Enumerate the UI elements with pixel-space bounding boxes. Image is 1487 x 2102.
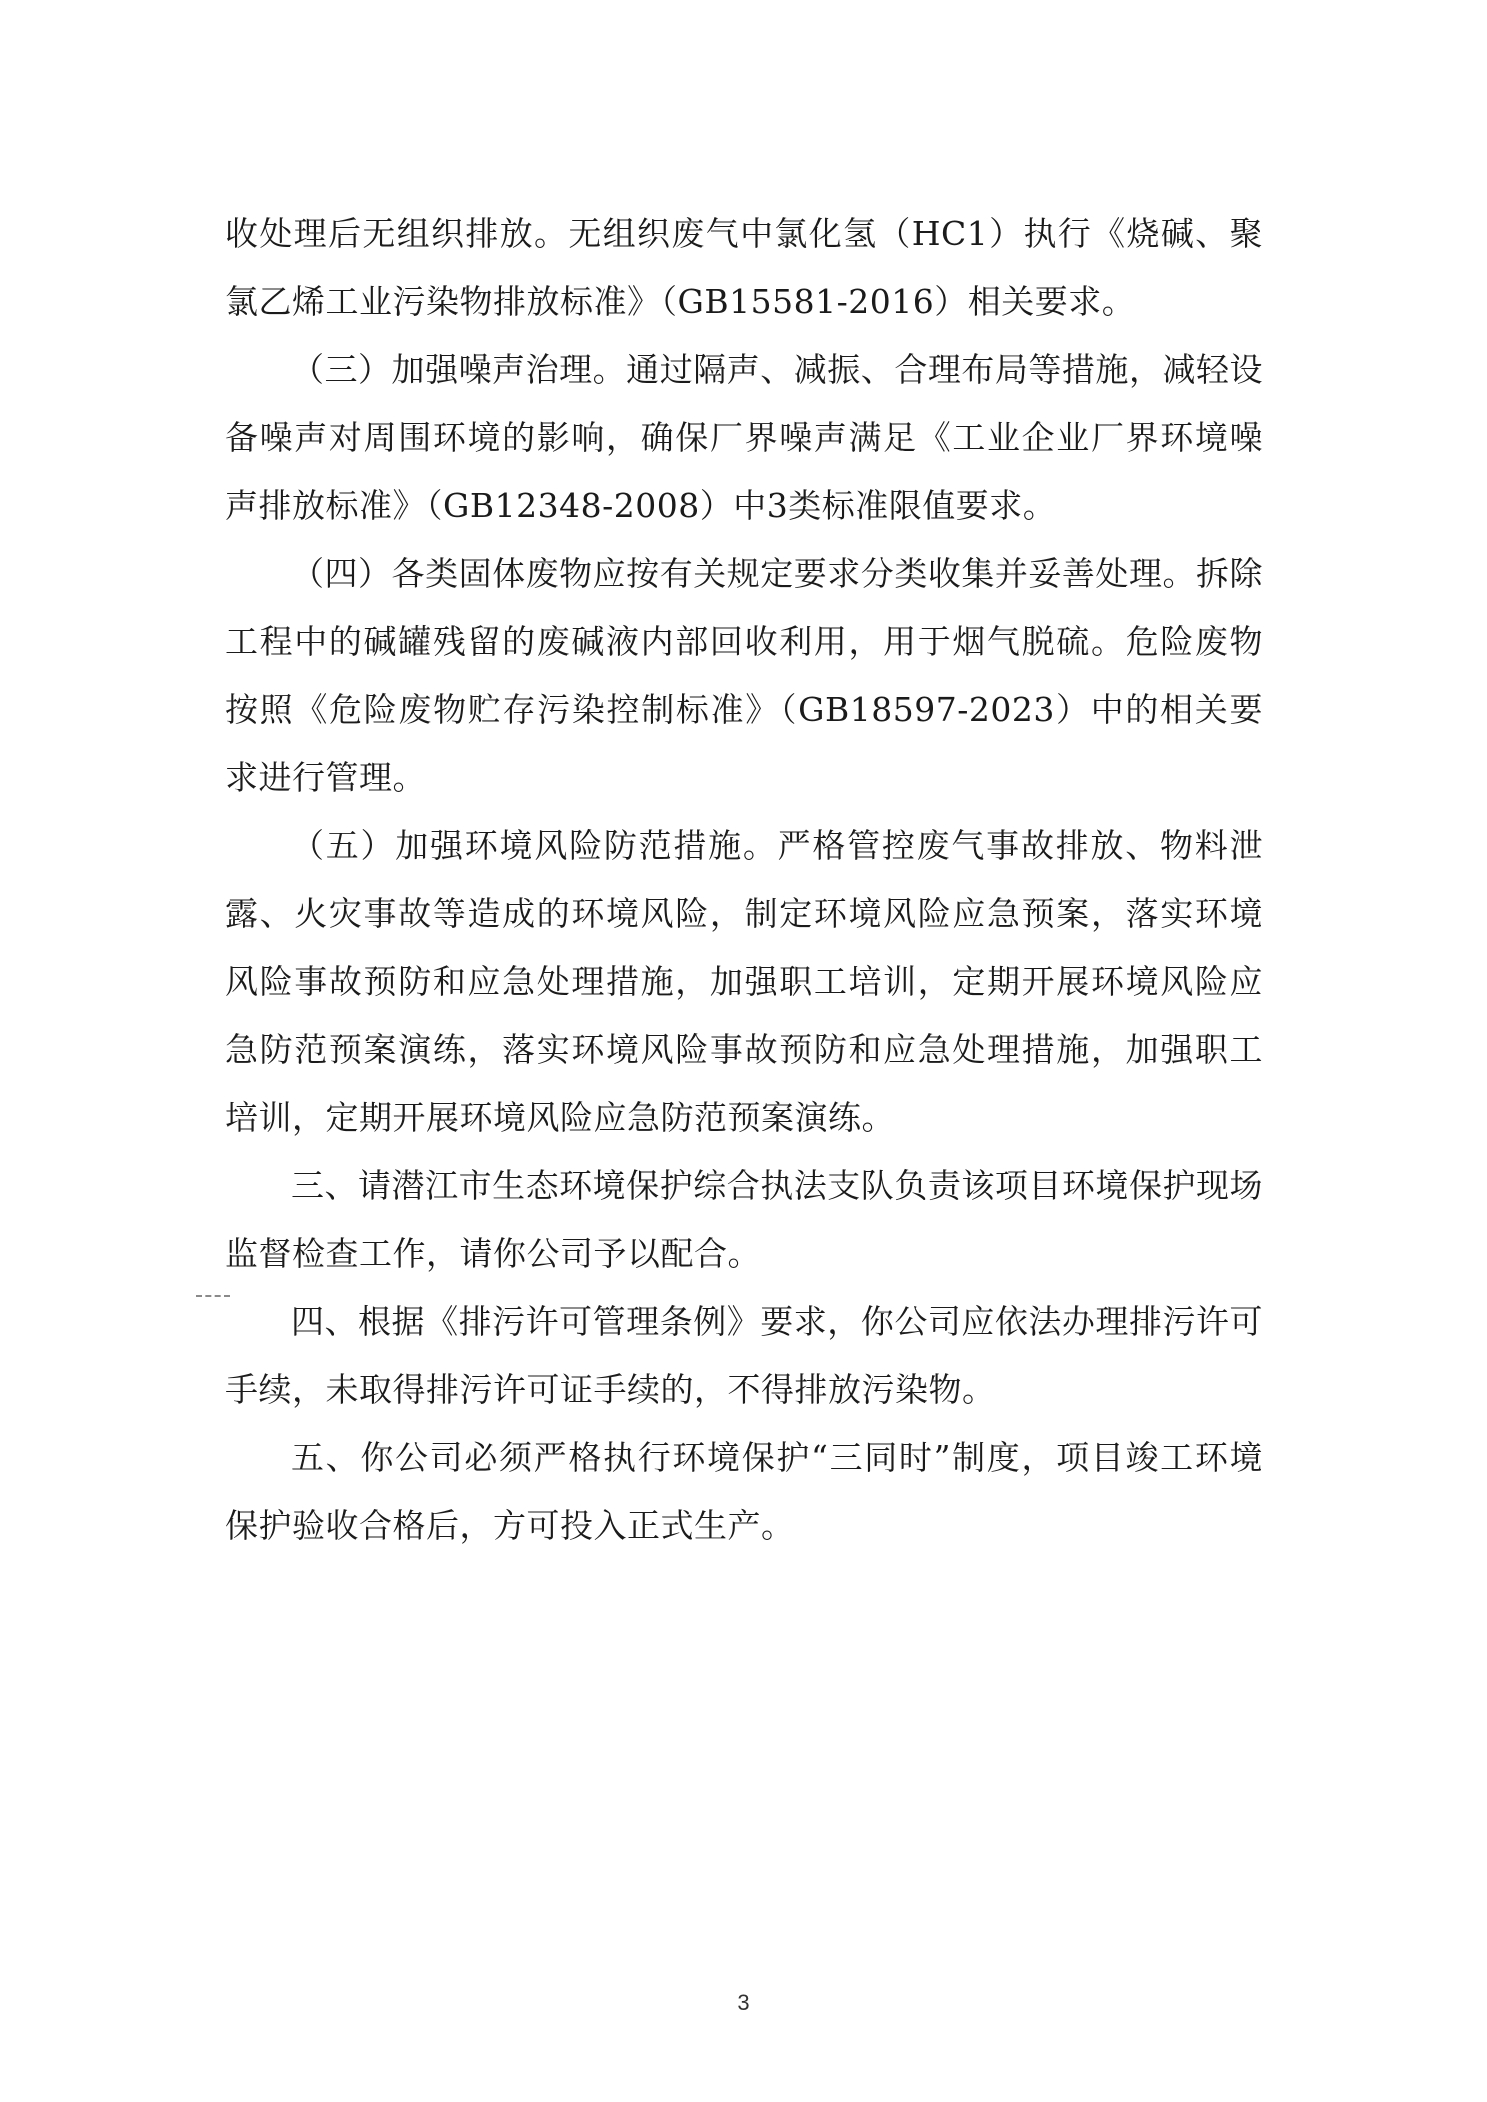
paragraph-supervision: 三、请潜江市生态环境保护综合执法支队负责该项目环境保护现场监督检查工作，请你公司予以配合。 <box>225 1166 1263 1273</box>
paragraph-pollutant-permit: 四、根据《排污许可管理条例》要求，你公司应依法办理排污许可手续，未取得排污许可证手续的，不得排放污染物。 <box>225 1302 1263 1409</box>
page-number: 3 <box>737 1990 750 2015</box>
paragraph-noise-control: （三）加强噪声治理。通过隔声、减振、合理布局等措施，减轻设备噪声对周围环境的影响，确保厂界噪声满足《工业企业厂界环境噪声排放标准》（GB12348-2008）中3类标准限值要求。 <box>225 350 1263 525</box>
paragraph-continuation: 收处理后无组织排放。无组织废气中氯化氢（HC1）执行《烧碱、聚氯乙烯工业污染物排放标准》（GB15581-2016）相关要求。 <box>225 214 1263 321</box>
scan-artifact-mark <box>196 1295 230 1299</box>
document-body <box>225 200 1263 1560</box>
paragraph-three-simultaneous: 五、你公司必须严格执行环境保护“三同时”制度，项目竣工环境保护验收合格后，方可投入正式生产。 <box>225 1438 1263 1545</box>
paragraph-environmental-risk: （五）加强环境风险防范措施。严格管控废气事故排放、物料泄露、火灾事故等造成的环境风险，制定环境风险应急预案，落实环境风险事故预防和应急处理措施，加强职工培训，定期开展环境风险应急防范预案演练，落实环境风险事故预防和应急处理措施，加强职工培训，定期开展环境风险应急防范预案演练。 <box>225 826 1263 1137</box>
paragraph-solid-waste: （四）各类固体废物应按有关规定要求分类收集并妥善处理。拆除工程中的碱罐残留的废碱液内部回收利用，用于烟气脱硫。危险废物按照《危险废物贮存污染控制标准》（GB18597-2023）中的相关要求进行管理。 <box>225 554 1263 797</box>
